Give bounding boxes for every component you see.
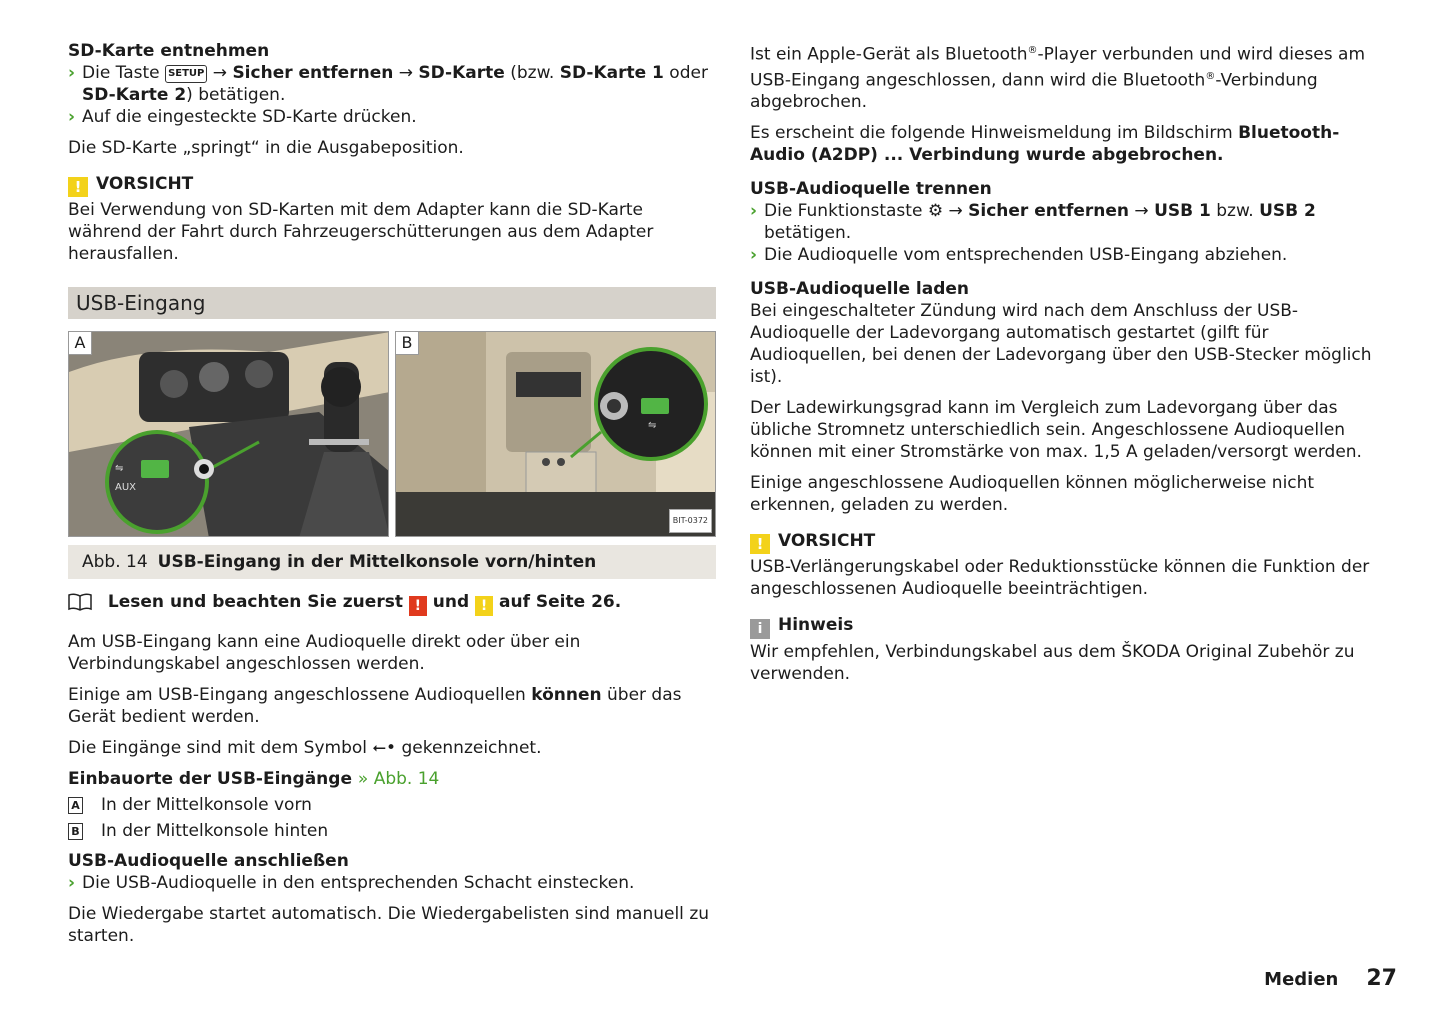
para-1: Am USB-Eingang kann eine Audioquelle direkt oder über ein Verbindungskabel angeschlossen werden. — [68, 632, 581, 674]
charge-heading: USB-Audioquelle laden — [750, 279, 969, 300]
connect-result: Die Wiedergabe startet automatisch. Die Wiedergabelisten sind manuell zu starten. — [68, 904, 710, 946]
section-title: USB-Eingang — [68, 287, 716, 319]
book-icon — [68, 593, 92, 617]
right-column — [750, 40, 1390, 694]
figure-ref-link[interactable]: » Abb. 14 — [357, 769, 440, 789]
aux-label: AUX — [115, 482, 137, 493]
sd-step-2: › Auf die eingesteckte SD-Karte drücken. — [68, 107, 417, 127]
setup-key-icon: SETUP — [165, 65, 207, 83]
warning-yellow-icon: ! — [475, 596, 493, 616]
location-item: B In der Mittelkonsole hinten — [68, 820, 716, 842]
front-console-image — [69, 332, 389, 537]
panel-a-label: A — [69, 332, 92, 355]
note-heading: i Hinweis — [750, 614, 1390, 639]
rear-console-image — [396, 332, 716, 537]
settings-gear-icon: ⚙ — [927, 201, 944, 222]
caution-heading: ! VORSICHT — [68, 173, 716, 197]
step-arrow-icon: › — [68, 873, 76, 893]
sd-result: Die SD-Karte „springt“ in die Ausgabeposition. — [68, 138, 464, 158]
page-number: 27 — [1366, 966, 1397, 991]
panel-b-label: B — [396, 332, 419, 355]
apple-para: Ist ein Apple-Gerät als Bluetooth®-Player verbunden und wird dieses am USB-Eingang angeschlossen, dann wird die Bluetooth®-Verbindung abgebrochen. — [750, 44, 1365, 113]
step-arrow-icon: › — [750, 201, 758, 222]
locations-heading: Einbauorte der USB-Eingänge » Abb. 14 — [68, 769, 440, 789]
left-column — [68, 40, 716, 956]
connect-heading: USB-Audioquelle anschließen — [68, 851, 349, 871]
figure-caption: Abb. 14 USB-Eingang in der Mittelkonsole vorn/hinten — [68, 545, 716, 579]
message-para: Es erscheint die folgende Hinweismeldung im Bildschirm Bluetooth-Audio (A2DP) ... Verbindung wurde abgebrochen. — [750, 123, 1340, 166]
svg-text:⇋: ⇋ — [648, 420, 657, 431]
footer-section: Medien — [1264, 969, 1339, 990]
charge-para-1: Bei eingeschalteter Zündung wird nach dem Anschluss der USB-Audioquelle der Ladevorgang automatisch gestartet (gilft für Audioquellen, bei denen der Ladevorgang über den USB-Stecker möglich ist). — [750, 301, 1372, 388]
warning-icon: ! — [68, 177, 88, 197]
para-2: Einige am USB-Eingang angeschlossene Audioquellen können über das Gerät bedient werden. — [68, 685, 682, 727]
charge-para-2: Der Ladewirkungsgrad kann im Vergleich zum Ladevorgang über das übliche Stromnetz unterschiedlich sein. Angeschlossene Audioquellen können mit einer Stromstärke von max. 1,5 A geladen/versorgt werden. — [750, 398, 1362, 463]
caution-heading: ! VORSICHT — [750, 530, 1390, 554]
caution-text: Bei Verwendung von SD-Karten mit dem Adapter kann die SD-Karte während der Fahrt durch Fahrzeugerschütterungen aus dem Adapter herausfallen. — [68, 200, 654, 264]
step-arrow-icon: › — [68, 63, 76, 83]
figure-14 — [68, 331, 716, 537]
connect-step: › Die USB-Audioquelle in den entsprechenden Schacht einstecken. — [68, 873, 635, 893]
disconnect-step-1: › Die Funktionstaste ⚙ → Sicher entfernen → USB 1 bzw. USB 2 betätigen. — [750, 201, 1316, 244]
charge-para-3: Einige angeschlossene Audioquellen können möglicherweise nicht erkennen, geladen zu werden. — [750, 473, 1315, 516]
figure-panel-a — [68, 331, 389, 537]
warning-red-icon: ! — [409, 596, 427, 616]
disconnect-heading: USB-Audioquelle trennen — [750, 179, 992, 200]
usb-icon: ⭠• — [372, 738, 397, 758]
figure-panel-b — [395, 331, 716, 537]
step-arrow-icon: › — [68, 107, 76, 127]
sd-remove-heading: SD-Karte entnehmen — [68, 41, 270, 61]
step-arrow-icon: › — [750, 245, 758, 266]
info-icon: i — [750, 619, 770, 639]
para-3: Die Eingänge sind mit dem Symbol ⭠• gekennzeichnet. — [68, 738, 542, 758]
page-footer — [1264, 966, 1397, 991]
warning-icon: ! — [750, 534, 770, 554]
note-text: Wir empfehlen, Verbindungskabel aus dem ŠKODA Original Zubehör zu verwenden. — [750, 642, 1355, 685]
location-item: A In der Mittelkonsole vorn — [68, 794, 716, 816]
disconnect-step-2: › Die Audioquelle vom entsprechenden USB-Eingang abziehen. — [750, 245, 1288, 266]
figure-code: BIT-0372 — [669, 509, 712, 533]
sd-step-1: › Die Taste SETUP → Sicher entfernen → SD-Karte (bzw. SD-Karte 1 oder SD-Karte 2) betätigen. — [68, 63, 708, 105]
svg-text:⇋: ⇋ — [115, 463, 124, 474]
read-first-note: Lesen und beachten Sie zuerst ! und ! auf Seite 26. — [68, 591, 716, 617]
caution-text: USB-Verlängerungskabel oder Reduktionsstücke können die Funktion der angeschlossenen Audioquelle beeinträchtigen. — [750, 557, 1370, 600]
